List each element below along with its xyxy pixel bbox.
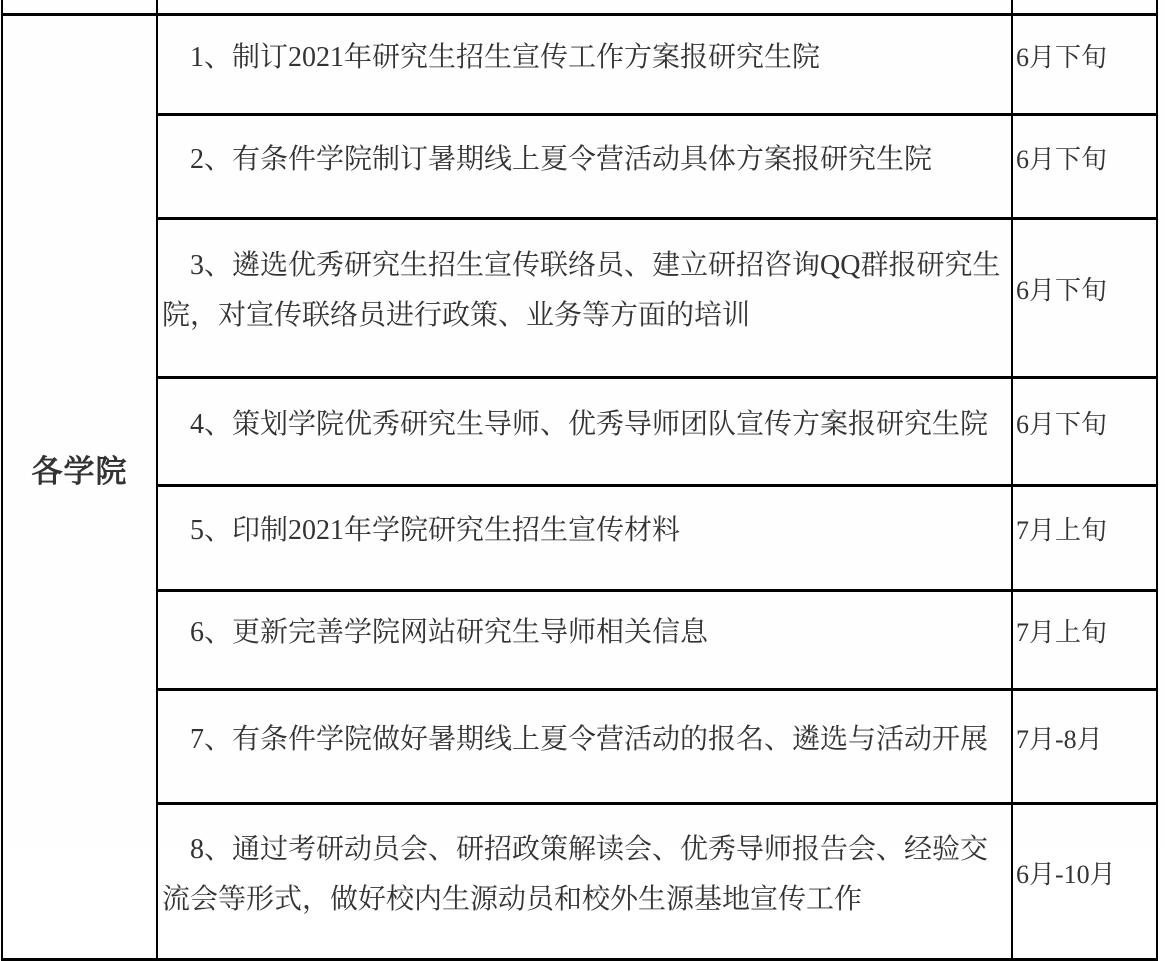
task-cell: 5、印制2021年学院研究生招生宣传材料 (157, 486, 1012, 591)
table-row (2, 591, 1157, 690)
table-row (2, 378, 1157, 486)
task-cell: 8、通过考研动员会、研招政策解读会、优秀导师报告会、经验交流会等形式，做好校内生源动员和校外生源基地宣传工作 (157, 804, 1012, 960)
table-row (2, 804, 1157, 960)
partial-time-cell (1012, 0, 1157, 15)
time-cell: 6月下旬 (1012, 115, 1157, 219)
partial-category-cell (2, 0, 157, 15)
time-cell: 6月下旬 (1012, 219, 1157, 378)
time-cell: 6月下旬 (1012, 378, 1157, 486)
time-cell: 7月-8月 (1012, 690, 1157, 804)
table-row (2, 690, 1157, 804)
table-row-partial (2, 0, 1157, 15)
category-cell: 各学院 (2, 15, 157, 960)
schedule-table (1, 0, 1158, 961)
table-row (2, 219, 1157, 378)
time-cell: 7月上旬 (1012, 591, 1157, 690)
task-cell: 3、遴选优秀研究生招生宣传联络员、建立研招咨询QQ群报研究生院，对宣传联络员进行政策、业务等方面的培训 (157, 219, 1012, 378)
time-cell: 7月上旬 (1012, 486, 1157, 591)
task-cell: 4、策划学院优秀研究生导师、优秀导师团队宣传方案报研究生院 (157, 378, 1012, 486)
task-cell: 7、有条件学院做好暑期线上夏令营活动的报名、遴选与活动开展 (157, 690, 1012, 804)
time-cell: 6月下旬 (1012, 15, 1157, 115)
table-row (2, 115, 1157, 219)
table-row (2, 15, 1157, 115)
partial-task-cell (157, 0, 1012, 15)
table-row (2, 486, 1157, 591)
task-cell: 2、有条件学院制订暑期线上夏令营活动具体方案报研究生院 (157, 115, 1012, 219)
time-cell: 6月-10月 (1012, 804, 1157, 960)
task-cell: 1、制订2021年研究生招生宣传工作方案报研究生院 (157, 15, 1012, 115)
task-cell: 6、更新完善学院网站研究生导师相关信息 (157, 591, 1012, 690)
